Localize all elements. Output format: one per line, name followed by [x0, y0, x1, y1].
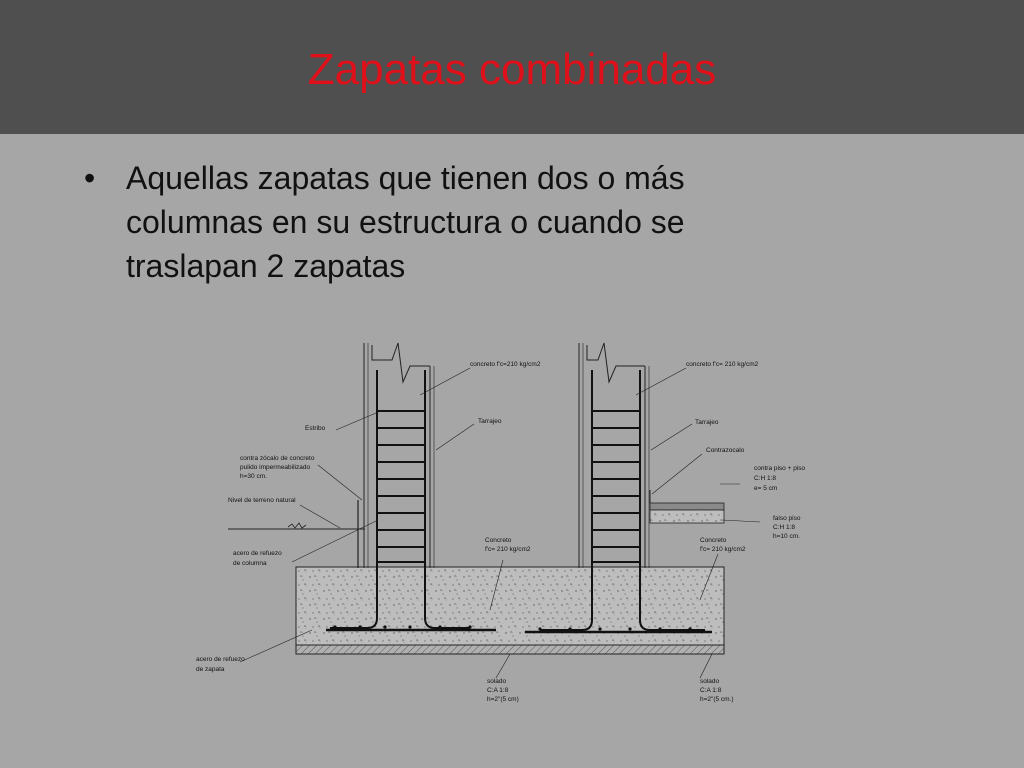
bullet-symbol: • [84, 160, 96, 196]
drawing-label: h=2"(5 cm) [487, 696, 519, 703]
label-falso-piso: falso piso [773, 515, 801, 522]
drawing-label: e= 5 cm [754, 485, 778, 492]
falso-piso [650, 510, 724, 523]
label-concreto-col-right: concreto f'c= 210 kg/cm2 [686, 361, 759, 368]
label-nivel-terreno: Nivel de terreno natural [228, 497, 296, 504]
drawing-label: C:A 1:8 [700, 687, 722, 694]
drawing-label: h=10 cm. [773, 533, 800, 540]
label-zocalo: contra zócalo de concreto [240, 455, 315, 462]
label-acero-zapata: acero de refuezo [196, 656, 245, 663]
label-estribo: Estribo [305, 425, 326, 432]
drawing-label: de zapata [196, 666, 225, 673]
label-acero-columna: acero de refuezo [233, 550, 282, 557]
slide-title: Zapatas combinadas [307, 45, 717, 94]
drawing-label: C:A 1:8 [487, 687, 509, 694]
footing-body [296, 567, 724, 645]
label-contrapiso: contra piso + piso [754, 465, 806, 472]
floor-slab [650, 503, 724, 510]
label-solado-left: solado [487, 678, 507, 685]
bullet-line: columnas en su estructura o cuando se [126, 204, 685, 240]
label-concreto-zapata-right: Concreto [700, 537, 727, 544]
drawing-label: h=30 cm. [240, 473, 267, 480]
ground-symbol [288, 523, 306, 528]
label-tarrajeo-right: Tarrajeo [695, 419, 719, 426]
label-tarrajeo-left: Tarrajeo [478, 418, 502, 425]
label-solado-right: solado [700, 678, 720, 685]
drawing-label: f'c= 210 kg/cm2 [700, 546, 746, 553]
bullet-line: Aquellas zapatas que tienen dos o más [126, 160, 685, 196]
bullet-line: traslapan 2 zapatas [126, 248, 406, 284]
label-concreto-col-left: concreto f'c=210 kg/cm2 [470, 361, 541, 368]
label-concreto-zapata-left: Concreto [485, 537, 512, 544]
solado-layer [296, 645, 724, 654]
drawing-label: pulido impermeabilizado [240, 464, 311, 471]
drawing-label: C:H 1:8 [773, 524, 796, 531]
drawing-label: h=2"(5 cm.) [700, 696, 734, 703]
label-contrazocalo: Contrazocalo [706, 447, 745, 454]
drawing-label: C:H 1:8 [754, 475, 777, 482]
drawing-label: f'c= 210 kg/cm2 [485, 546, 531, 553]
drawing-label: de columna [233, 560, 267, 567]
